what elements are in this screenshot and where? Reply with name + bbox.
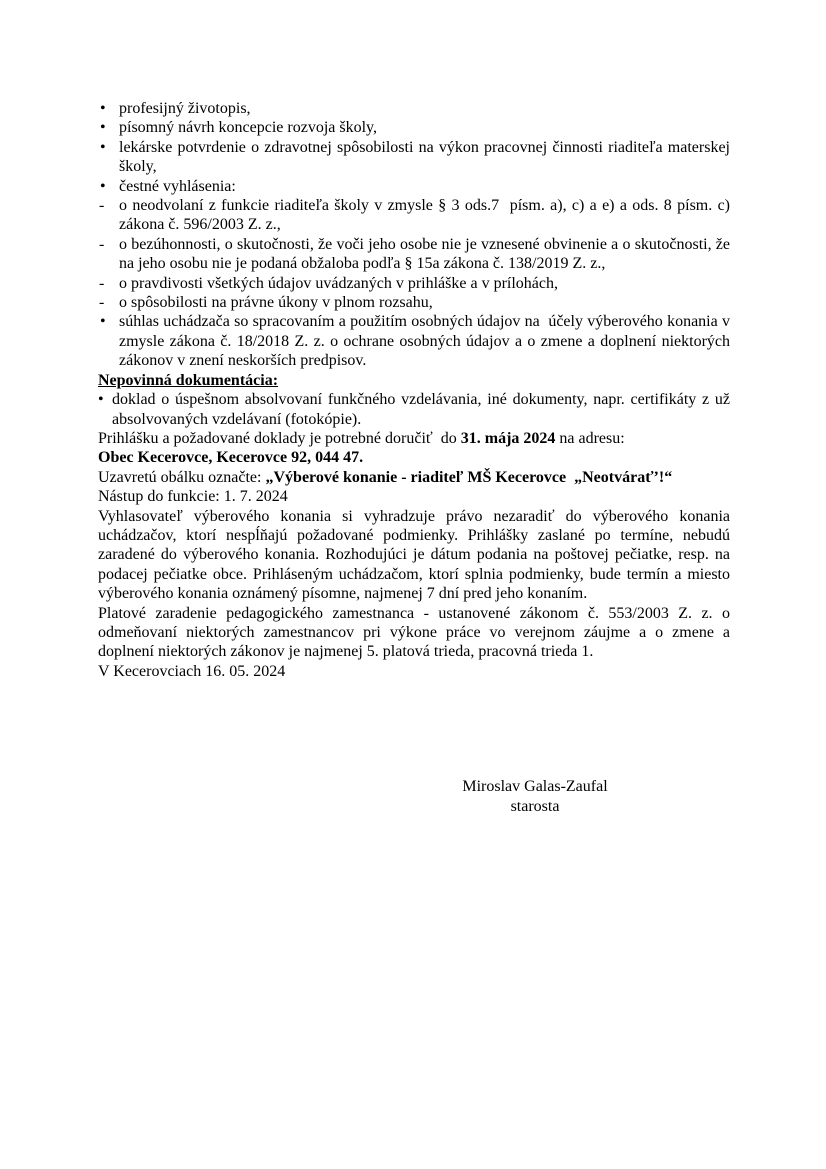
delivery-address: Obec Kecerovce, Kecerovce 92, 044 47. — [98, 449, 364, 467]
list-item-text: doklad o úspešnom absolvovaní funkčného vzdelávania, iné dokumenty, napr. certifikáty z už absolvovaných vzdelávaní (fotokópie). — [112, 391, 730, 428]
list-item — [98, 177, 730, 196]
dash-marker: - — [99, 294, 105, 312]
envelope-instruction: Uzavretú obálku označte: — [98, 468, 266, 486]
signature-block — [350, 777, 720, 816]
list-item-text: o spôsobilosti na právne úkony v plnom rozsahu, — [119, 294, 433, 312]
list-item-text: súhlas uchádzača so spracovaním a použitím osobných údajov na účely výberového konania v zmysle zákona č. 18/2018 Z. z. o ochrane osobných údajov a o zmene a doplnení niektorých zákonov v znení neskorších predpisov. — [119, 313, 730, 370]
list-item — [98, 196, 730, 235]
bullet-marker: • — [100, 100, 106, 117]
dash-marker: - — [99, 235, 105, 253]
dash-marker: - — [99, 197, 105, 215]
list-item — [98, 293, 730, 312]
list-item — [98, 390, 730, 429]
list-item-text: profesijný životopis, — [119, 100, 251, 117]
place-date-line: V Kecerovciach 16. 05. 2024 — [98, 662, 286, 680]
bullet-marker: • — [100, 313, 106, 331]
list-item-text: písomný návrh koncepcie rozvoja školy, — [119, 119, 378, 137]
optional-section-heading: Nepovinná dokumentácia: — [98, 371, 279, 389]
bullet-marker: • — [98, 391, 104, 409]
list-item-text: o pravdivosti všetkých údajov uvádzaných v prihláške a v prílohách, — [119, 274, 558, 292]
disclaimer-paragraph: Vyhlasovateľ výberového konania si vyhradzuje právo nezaradiť do výberového konania uchádzačov, ktorí nespĺňajú požadované podmienky. Prihlášky zaslané po termíne, nebudú zaradené do výberového konania. Rozhodujúci je dátum podania na poštovej pečiatke, resp. na podacej pečiatke obce. Prihláseným uchádzačom, ktorí splnia podmienky, bude termín a miesto výberového konania oznámený písomne, najmenej 7 dní pred jeho konaním. — [98, 507, 730, 603]
list-item-text: o bezúhonnosti, o skutočnosti, že voči jeho osobe nie je vznesené obvinenie a o skutočnosti, že na jeho osobu nie je podaná obžaloba podľa § 15a zákona č. 138/2019 Z. z., — [119, 235, 730, 273]
delivery-deadline: 31. mája 2024 — [460, 429, 556, 447]
list-item-text: lekárske potvrdenie o zdravotnej spôsobilosti na výkon pracovnej činnosti riaditeľa materskej školy, — [119, 138, 730, 176]
list-item — [98, 274, 730, 293]
list-item — [98, 99, 730, 118]
envelope-paragraph — [98, 468, 730, 487]
list-item — [98, 312, 730, 370]
salary-paragraph: Platové zaradenie pedagogického zamestnanca - ustanovené zákonom č. 553/2003 Z. z. o odmeňovaní niektorých zamestnancov pri výkone práce vo verejnom záujme a o zmene a doplnení niektorých zákonov je najmenej 5. platová trieda, pracovná trieda 1. — [98, 604, 730, 661]
envelope-label: „Výberové konanie - riaditeľ MŠ Kecerovce „Neotvárať’!“ — [265, 468, 673, 486]
delivery-text: Prihlášku a požadované doklady je potrebné doručiť do — [98, 429, 461, 447]
signature-title: starosta — [510, 797, 560, 815]
start-date-line: Nástup do funkcie: 1. 7. 2024 — [98, 488, 288, 506]
bullet-marker: • — [100, 138, 106, 156]
dash-marker: - — [99, 274, 105, 292]
required-documents-list — [98, 99, 730, 371]
delivery-text-suffix: na adresu: — [555, 429, 625, 447]
list-item — [98, 235, 730, 274]
list-item — [98, 138, 730, 177]
list-item-text: o neodvolaní z funkcie riaditeľa školy v zmysle § 3 ods.7 písm. a), c) a e) a ods. 8 písm. c) zákona č. 596/2003 Z. z., — [119, 197, 730, 234]
delivery-paragraph — [98, 429, 730, 468]
signature-name: Miroslav Galas-Zaufal — [462, 778, 608, 796]
bullet-marker: • — [100, 119, 106, 137]
list-item — [98, 118, 730, 137]
optional-documents-list — [98, 390, 730, 429]
bullet-marker: • — [100, 177, 106, 195]
list-item-text: čestné vyhlásenia: — [119, 177, 236, 195]
